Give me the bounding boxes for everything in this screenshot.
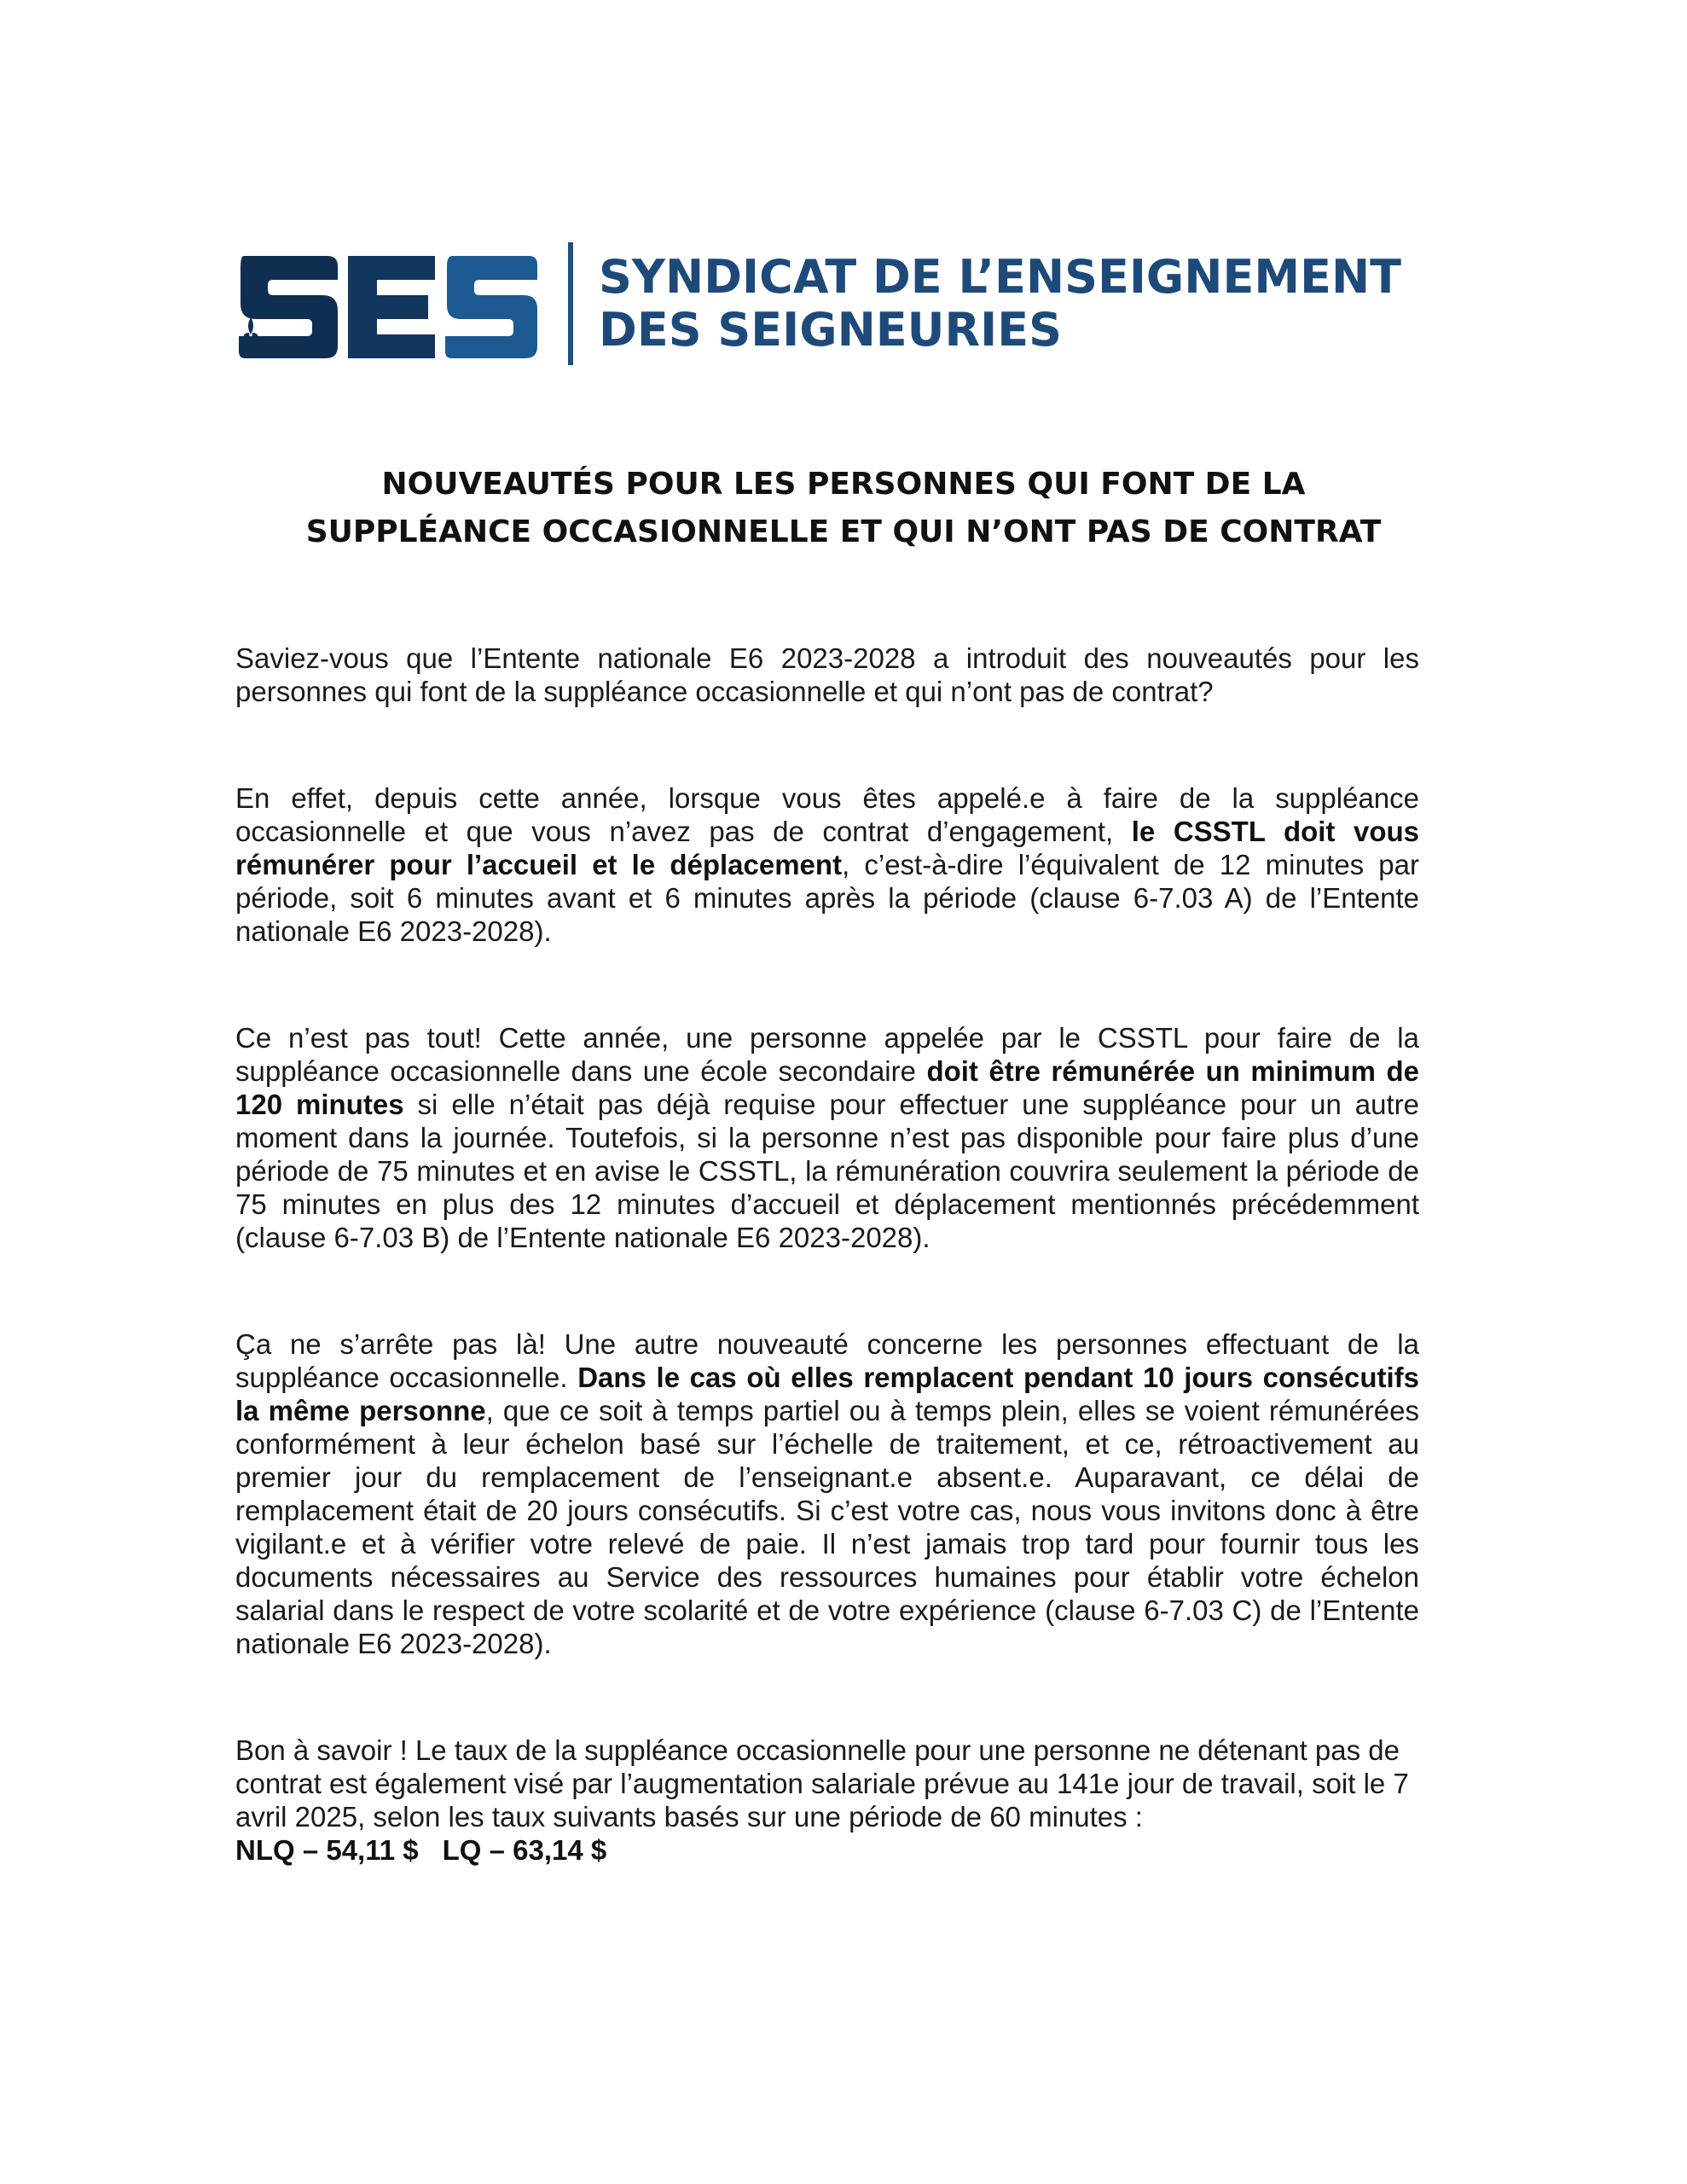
paragraph-3-bold: doit être rémunérée un minimum de 120 minutes	[235, 1055, 1419, 1120]
paragraph-intro	[235, 642, 1419, 708]
document-body	[235, 642, 1419, 1867]
document-title	[234, 461, 1453, 556]
rates-line	[235, 1833, 1419, 1867]
paragraph-10-jours	[235, 1327, 1419, 1660]
paragraph-accueil-deplacement	[235, 781, 1419, 948]
paragraph-minimum-120	[235, 1021, 1419, 1254]
org-name-line-1: SYNDICAT DE L’ENSEIGNEMENT	[599, 250, 1401, 304]
paragraph-taux	[235, 1734, 1419, 1867]
paragraph-2-text: En effet, depuis cette année, lorsque vous êtes appelé.e à faire de la suppléance occasionnelle et que vous n’avez pas de contrat d’engagement,	[235, 782, 1419, 847]
title-line-2: SUPPLÉANCE OCCASIONNELLE ET QUI N’ONT PAS DE CONTRAT	[305, 514, 1382, 549]
rate-nlq: NLQ – 54,11 $	[235, 1834, 419, 1866]
ses-logo	[234, 251, 541, 363]
paragraph-2-bold: le CSSTL doit vous rémunérer pour l’accueil et le déplacement	[235, 816, 1419, 880]
paragraph-4-bold: Dans le cas où elles remplacent pendant 10 jours consécutifs la même personne	[235, 1362, 1420, 1426]
paragraph-3-text-end: si elle n’était pas déjà requise pour effectuer une suppléance pour un autre moment dans la journée. Toutefois, si la personne n’est pas disponible pour faire plus d’une période de 75 minutes et en avise le CSSTL, la rémunération couvrira seulement la période de 75 minutes en plus des 12 minutes d’accueil et déplacement mentionnés précédemment (clause 6-7.03 B) de l’Entente nationale E6 2023-2028).	[235, 1089, 1419, 1253]
logo-divider	[568, 242, 573, 365]
organization-name	[599, 251, 1452, 357]
rate-lq: LQ – 63,14 $	[442, 1834, 607, 1866]
letterhead	[234, 242, 1428, 370]
title-line-1: NOUVEAUTÉS POUR LES PERSONNES QUI FONT DE LA	[381, 467, 1306, 502]
paragraph-intro-text: Saviez-vous que l’Entente nationale E6 2023-2028 a introduit des nouveautés pour les personnes qui font de la suppléance occasionnelle et qui n’ont pas de contrat?	[235, 642, 1419, 707]
paragraph-4-text: Ça ne s’arrête pas là! Une autre nouveauté concerne les personnes effectuant de la suppléance occasionnelle.	[235, 1328, 1419, 1393]
paragraph-4-text-end: , que ce soit à temps partiel ou à temps plein, elles se voient rémunérées conformément à leur échelon basé sur l’échelle de traitement, et ce, rétroactivement au premier jour du remplacement de l’enseignant.e absent.e. Auparavant, ce délai de remplacement était de 20 jours consécutifs. Si c’est votre cas, nous vous invitons donc à être vigilant.e et à vérifier votre relevé de paie. Il n’est jamais trop tard pour fournir tous les documents nécessaires au Service des ressources humaines pour établir votre échelon salarial dans le respect de votre scolarité et de votre expérience (clause 6-7.03 C) de l’Entente nationale E6 2023-2028).	[235, 1395, 1420, 1659]
org-name-line-2: DES SEIGNEURIES	[599, 303, 1062, 357]
paragraph-3-text: Ce n’est pas tout! Cette année, une personne appelée par le CSSTL pour faire de la suppléance occasionnelle dans une école secondaire	[235, 1022, 1419, 1087]
paragraph-5-text: Bon à savoir ! Le taux de la suppléance occasionnelle pour une personne ne détenant pas de contrat est également visé par l’augmentation salariale prévue au 141e jour de travail, soit le 7 avril 2025, selon les taux suivants basés sur une période de 60 minutes :	[235, 1734, 1409, 1833]
paragraph-2-text-end: , c’est-à-dire l’équivalent de 12 minutes par période, soit 6 minutes avant et 6 minutes après la période (clause 6-7.03 A) de l’Entente nationale E6 2023-2028).	[235, 849, 1419, 947]
